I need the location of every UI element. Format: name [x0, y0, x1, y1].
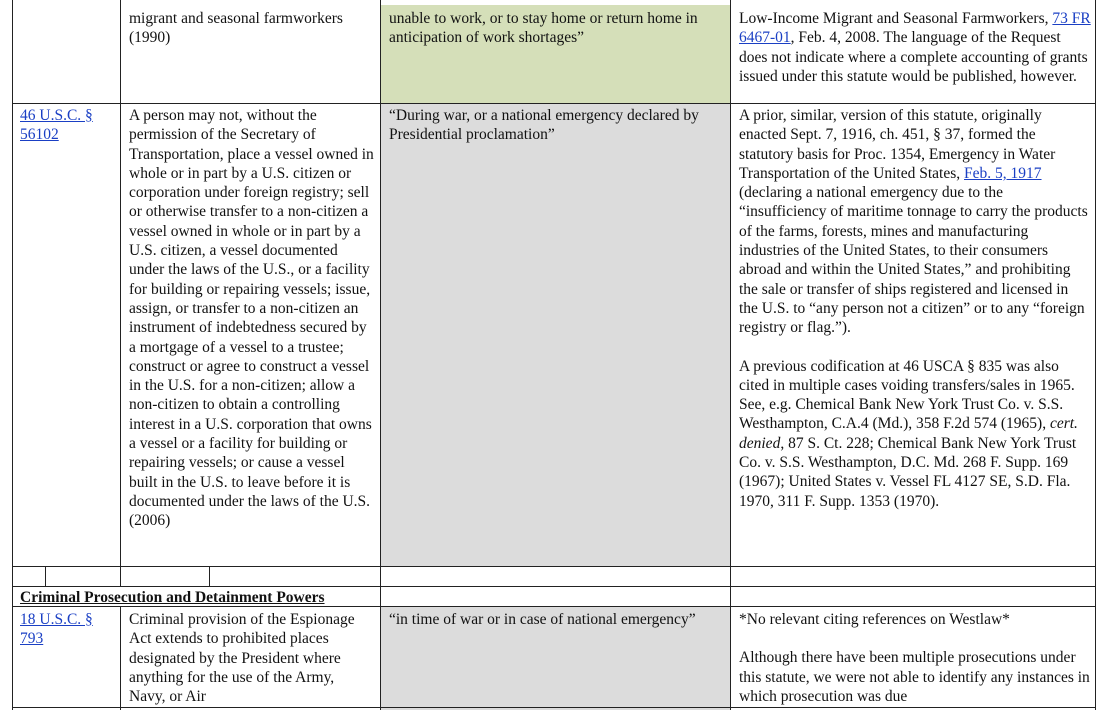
row2-citation — [20, 106, 115, 145]
table-border — [45, 566, 46, 587]
citation-link-46-usc-56102[interactable]: 46 U.S.C. § 56102 — [20, 107, 93, 144]
row1-trigger — [389, 9, 725, 48]
row3-notes2: Although there have been multiple prosecutions under this statute, we were not able to identify any instances in which prosecution was due — [739, 649, 1090, 705]
row1-description-text: migrant and seasonal farmworkers (1990) — [129, 10, 343, 47]
row2-description — [129, 106, 374, 531]
table-border — [12, 586, 1096, 587]
row3-description — [129, 610, 374, 707]
row2-notes2-prefix: A previous codification at 46 USCA § 835 was also cited in multiple cases voiding transfers/sales in 1965. See, e.g. Chemical Bank New York Trust Co. v. S.S. Westhampton, C.A.4 (Md.), 358 F.2d 574 (1965), — [739, 357, 1075, 433]
row1-trigger-text: unable to work, or to stay home or return home in anticipation of work shortages” — [389, 10, 698, 47]
table-border — [12, 103, 1096, 104]
row1-notes-suffix: , Feb. 4, 2008. The language of the Request does not indicate where a complete accounting of grants issued under this statute would be published, however. — [739, 29, 1088, 85]
table-border — [12, 707, 1096, 708]
row3-trigger — [389, 610, 725, 629]
row2-description-text: A person may not, without the permission of the Secretary of Transportation, place a vessel owned in whole or in part by a U.S. citizen or corporation under foreign registry; sell or otherwise transfer to a non-citizen a vessel owned in whole or in part by a U.S. citizen, a vessel documented under the laws of the U.S., or a facility for building or repairing vessels; issue, assign, or transfer to a non-citizen an instrument of indebtedness secured by a mortgage of a vessel to a trustee; construct or agree to construct a vessel in the U.S. for a non-citizen; allow a non-citizen to obtain a controlling interest in a U.S. corporation that owns a vessel or a facility for building or repairing vessels; or cause a vessel built in the U.S. to leave before it is documented under the laws of the U.S. (2006) — [129, 107, 374, 530]
table-border — [12, 0, 13, 710]
citation-link-18-usc-793[interactable]: 18 U.S.C. § 793 — [20, 611, 93, 648]
table-border — [730, 0, 731, 710]
row3-description-text: Criminal provision of the Espionage Act extends to prohibited places designated by the President where anything for the use of the Army, Navy, or Air — [129, 611, 355, 706]
table-border — [209, 566, 210, 587]
row2-notes — [739, 106, 1091, 511]
row3-citation — [20, 610, 115, 649]
table-border — [120, 0, 121, 587]
row2-notes2-italic: cert. denied — [739, 415, 1078, 452]
row2-trigger — [389, 106, 725, 145]
row2-trigger-text: “During war, or a national emergency declared by Presidential proclamation” — [389, 107, 699, 144]
proclamation-date-link[interactable]: Feb. 5, 1917 — [964, 164, 1042, 182]
section-header — [20, 588, 378, 607]
row1-notes-prefix: Low-Income Migrant and Seasonal Farmworkers, — [739, 10, 1053, 27]
section-title: Criminal Prosecution and Detainment Powers — [20, 589, 325, 606]
row1-description — [129, 9, 374, 48]
row1-notes — [739, 9, 1091, 86]
trigger-cell-shade-gray — [381, 104, 730, 566]
table-border — [380, 0, 381, 710]
row2-notes1-prefix: A prior, similar, version of this statute, originally enacted Sept. 7, 1916, ch. 451, § 37, formed the statutory basis for Proc. 1354, Emergency in Water Transportation of the United States, — [739, 107, 1056, 182]
row3-notes1: *No relevant citing references on Westlaw* — [739, 611, 1010, 628]
federal-register-link[interactable]: 73 FR 6467-01 — [739, 10, 1091, 47]
table-border — [12, 566, 1096, 567]
table-border — [1095, 0, 1096, 710]
row2-notes2-suffix: , 87 S. Ct. 228; Chemical Bank New York Trust Co. v. S.S. Westhampton, D.C. Md. 268 F. Supp. 169 (1967); United States v. Vessel FL 4127 SE, S.D. Fla. 1970, 311 F. Supp. 1353 (1970). — [739, 434, 1077, 510]
row3-trigger-text: “in time of war or in case of national emergency” — [389, 611, 696, 628]
row3-notes — [739, 610, 1091, 707]
table-border — [120, 607, 121, 710]
row2-notes1-suffix: (declaring a national emergency due to the “insufficiency of maritime tonnage to carry the products of the farms, forests, mines and manufacturing industries of the United States, to their consumers abroad and within the United States,” and prohibiting the sale or transfer of ships registered and licensed in the U.S. to “any person not a citizen” or to any “foreign registry or flag.”). — [739, 184, 1088, 337]
